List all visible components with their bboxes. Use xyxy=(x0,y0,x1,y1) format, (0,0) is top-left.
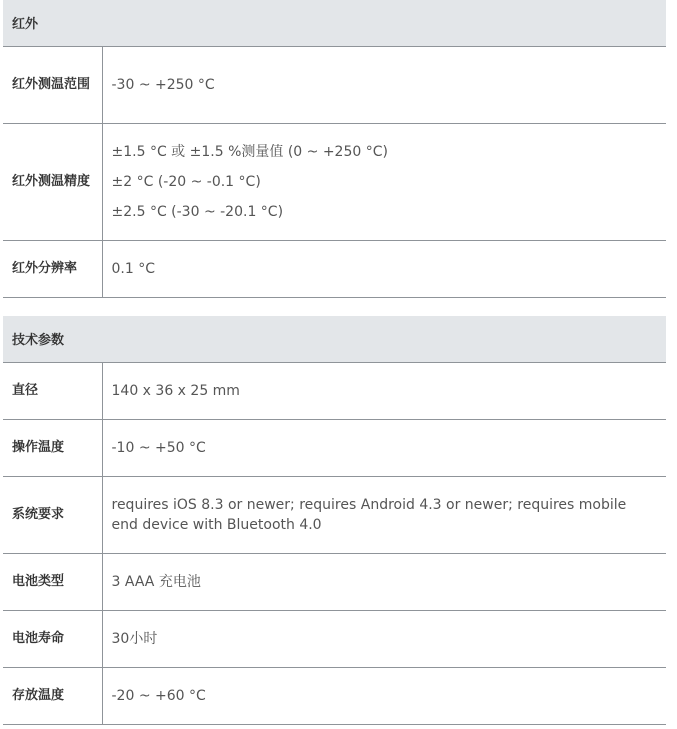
section-header-technical xyxy=(3,316,666,362)
spec-value-line: 30小时 xyxy=(111,630,158,647)
spec-label: 红外测温范围 xyxy=(3,46,102,123)
spec-label: 直径 xyxy=(3,362,102,419)
spec-row-ir-resolution xyxy=(3,240,666,297)
section-title: 技术参数 xyxy=(3,316,666,362)
spec-value xyxy=(102,123,666,240)
spec-value-line: -30 ~ +250 °C xyxy=(111,76,215,93)
spec-label: 电池类型 xyxy=(3,553,102,610)
spec-value-line: ±2 °C (-20 ~ -0.1 °C) xyxy=(111,173,261,190)
spec-value xyxy=(102,553,666,610)
infrared-spec-table xyxy=(3,0,666,298)
spec-value-line: 0.1 °C xyxy=(111,260,155,277)
spec-label: 电池寿命 xyxy=(3,610,102,667)
spec-row-ir-accuracy xyxy=(3,123,666,240)
spec-value-line: ±2.5 °C (-30 ~ -20.1 °C) xyxy=(111,203,284,220)
spec-label: 操作温度 xyxy=(3,419,102,476)
spec-value xyxy=(102,46,666,123)
spec-row-system-requirements xyxy=(3,476,666,553)
spec-value-line: 140 x 36 x 25 mm xyxy=(111,382,240,399)
spec-label: 存放温度 xyxy=(3,667,102,724)
spec-row-dimensions xyxy=(3,362,666,419)
spec-row-battery-type xyxy=(3,553,666,610)
spec-value-line: -20 ~ +60 °C xyxy=(111,687,206,704)
spec-label: 系统要求 xyxy=(3,476,102,553)
spec-value-line: requires iOS 8.3 or newer; requires Android 4.3 or newer; requires mobile end device with Bluetooth 4.0 xyxy=(111,496,627,533)
spec-value xyxy=(102,419,666,476)
spec-row-storage-temp xyxy=(3,667,666,724)
spec-row-operating-temp xyxy=(3,419,666,476)
section-header-infrared xyxy=(3,0,666,46)
spec-value xyxy=(102,610,666,667)
spec-value xyxy=(102,362,666,419)
spec-value-line: -10 ~ +50 °C xyxy=(111,439,206,456)
spec-value-line: 3 AAA 充电池 xyxy=(111,573,201,590)
spec-label: 红外分辨率 xyxy=(3,240,102,297)
spec-row-ir-range xyxy=(3,46,666,123)
spec-value xyxy=(102,476,666,553)
technical-spec-table xyxy=(3,316,666,725)
spec-label: 红外测温精度 xyxy=(3,123,102,240)
spec-value xyxy=(102,240,666,297)
spec-row-battery-life xyxy=(3,610,666,667)
spec-value xyxy=(102,667,666,724)
section-title: 红外 xyxy=(3,0,666,46)
spec-value-line: ±1.5 °C 或 ±1.5 %测量值 (0 ~ +250 °C) xyxy=(111,143,388,160)
